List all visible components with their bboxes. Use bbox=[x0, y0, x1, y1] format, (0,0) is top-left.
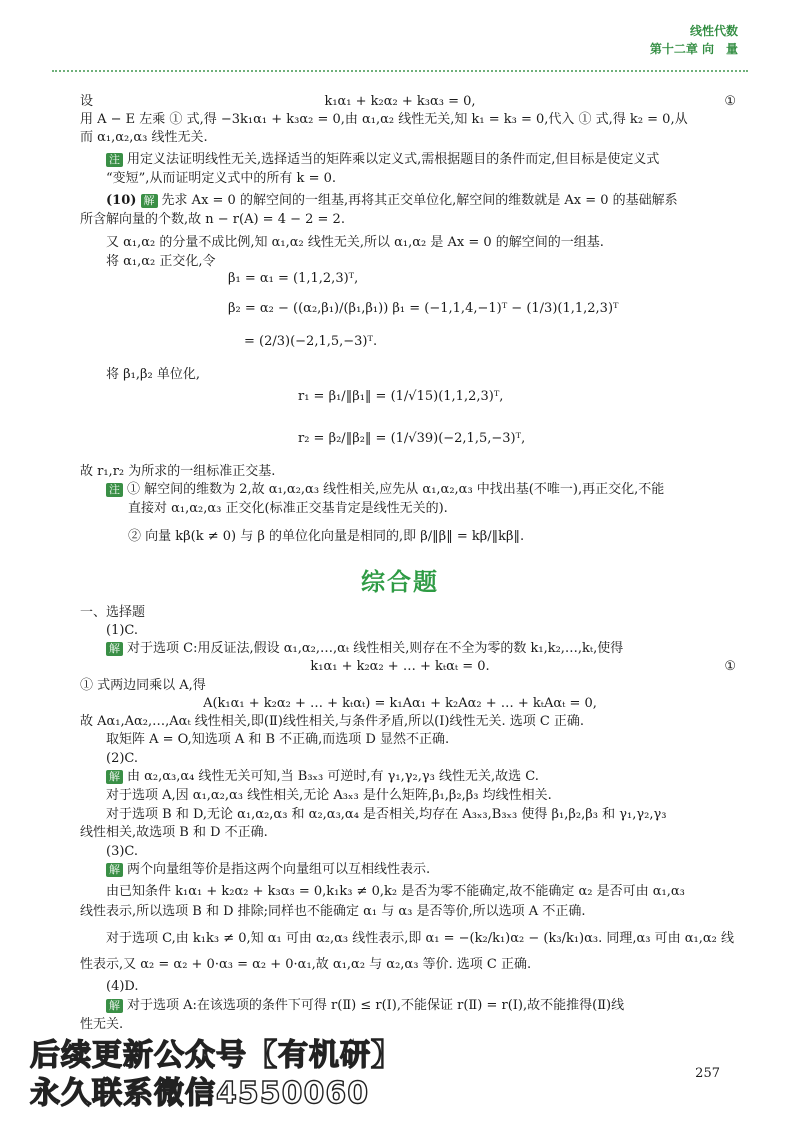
text-line: 对于选项 C,由 k₁k₃ ≠ 0,知 α₁ 可由 α₂,α₃ 线性表示,即 α₁ = −(k₂/k₁)α₂ − (k₃/k₁)α₃. 同理,α₃ 可由 α₁,α₂ 线 bbox=[106, 931, 734, 946]
question-number: (4)D. bbox=[106, 979, 139, 994]
text-line: 用 A − E 左乘 ① 式,得 −3k₁α₁ + k₃α₂ = 0,由 α₁,α₂ 线性无关,知 k₁ = k₃ = 0,代入 ① 式,得 k₂ = 0,从 bbox=[80, 112, 688, 127]
note-line: 注 ① 解空间的维数为 2,故 α₁,α₂,α₃ 线性相关,应先从 α₁,α₂,α₃ 中找出基(不唯一),再正交化,不能 bbox=[106, 481, 664, 499]
equation-number: ① bbox=[724, 94, 736, 109]
text-line: 故 Aα₁,Aα₂,…,Aαₜ 线性相关,即(Ⅱ)线性相关,与条件矛盾,所以(Ⅰ)线性无关. 选项 C 正确. bbox=[80, 714, 585, 729]
note-tag: 注 bbox=[106, 483, 123, 497]
text-line: 解 对于选项 C:用反证法,假设 α₁,α₂,…,αₜ 线性相关,则存在不全为零的数 k₁,k₂,…,kₜ,使得 bbox=[106, 640, 623, 658]
section-title: 综合题 bbox=[361, 568, 439, 596]
header-book-title: 线性代数 bbox=[689, 24, 738, 38]
text-line: 对于选项 B 和 D,无论 α₁,α₂,α₃ 和 α₂,α₃,α₄ 是否相关,均存在 A₃ₓ₃,B₃ₓ₃ 使得 β₁,β₂,β₃ 和 γ₁,γ₂,γ₃ bbox=[106, 807, 667, 822]
text-line: 性无关. bbox=[80, 1017, 124, 1032]
equation-line: r₁ = β₁/‖β₁‖ = (1/√15)(1,1,2,3)ᵀ, bbox=[298, 389, 504, 404]
question-number: (3)C. bbox=[106, 844, 139, 859]
page-number: 257 bbox=[695, 1066, 720, 1081]
question-number: (2)C. bbox=[106, 751, 139, 766]
text-line: 解 由 α₂,α₃,α₄ 线性无关可知,当 B₃ₓ₃ 可逆时,有 γ₁,γ₂,γ₃ 线性无关,故选 C. bbox=[106, 768, 539, 786]
text-line: 而 α₁,α₂,α₃ 线性无关. bbox=[80, 130, 208, 145]
text-line: 对于选项 A,因 α₁,α₂,α₃ 线性相关,无论 A₃ₓ₃ 是什么矩阵,β₁,β₂,β₃ 均线性相关. bbox=[106, 788, 552, 803]
note-line: ② 向量 kβ(k ≠ 0) 与 β 的单位化向量是相同的,即 β/‖β‖ = kβ/‖kβ‖. bbox=[128, 529, 525, 544]
text-line: 由已知条件 k₁α₁ + k₂α₂ + k₃α₃ = 0,k₁k₃ ≠ 0,k₂ 是否为零不能确定,故不能确定 α₂ 是否可由 α₁,α₃ bbox=[106, 884, 685, 899]
header-dotted-rule bbox=[52, 70, 748, 72]
note-line: “变短”,从而证明定义式中的所有 k = 0. bbox=[106, 171, 336, 186]
header-chapter-title: 第十二章 向 量 bbox=[649, 42, 738, 56]
text-line: (10) 解 先求 Ax = 0 的解空间的一组基,再将其正交单位化,解空间的维数就是 Ax = 0 的基础解系 bbox=[106, 193, 678, 208]
text-line: 故 r₁,r₂ 为所求的一组标准正交基. bbox=[80, 464, 276, 479]
watermark-line-2: 永久联系微信4550060 bbox=[30, 1076, 370, 1111]
note-line: 直接对 α₁,α₂,α₃ 正交化(标准正交基肯定是线性无关的). bbox=[128, 501, 448, 516]
note-line: 注 用定义法证明线性无关,选择适当的矩阵乘以定义式,需根据题目的条件而定,但目标是使定义式 bbox=[106, 151, 659, 169]
text-line: 解 两个向量组等价是指这两个向量组可以互相线性表示. bbox=[106, 861, 430, 879]
text-line: 解 对于选项 A:在该选项的条件下可得 r(Ⅱ) ≤ r(Ⅰ),不能保证 r(Ⅱ) = r(Ⅰ),故不能推得(Ⅱ)线 bbox=[106, 997, 624, 1015]
text-line: 将 β₁,β₂ 单位化, bbox=[106, 367, 200, 382]
text-line: 设 bbox=[80, 94, 94, 109]
equation-line: k₁α₁ + k₂α₂ + … + kₜαₜ = 0. bbox=[310, 659, 490, 674]
question-number: (1)C. bbox=[106, 623, 139, 638]
text-line: 线性相关,故选项 B 和 D 不正确. bbox=[80, 825, 268, 840]
text-line: 取矩阵 A = O,知选项 A 和 B 不正确,而选项 D 显然不正确. bbox=[106, 732, 450, 747]
text-line: ① 式两边同乘以 A,得 bbox=[80, 678, 206, 693]
equation-number: ① bbox=[724, 659, 736, 674]
solution-tag: 解 bbox=[106, 863, 123, 877]
equation-line: β₁ = α₁ = (1,1,2,3)ᵀ, bbox=[228, 271, 359, 286]
running-header bbox=[650, 22, 738, 58]
note-tag: 注 bbox=[106, 153, 123, 167]
watermark-line-1: 后续更新公众号【有机研】 bbox=[30, 1038, 402, 1073]
equation-line: A(k₁α₁ + k₂α₂ + … + kₜαₜ) = k₁Aα₁ + k₂Aα₂ + … + kₜAαₜ = 0, bbox=[203, 696, 597, 711]
text-line: 又 α₁,α₂ 的分量不成比例,知 α₁,α₂ 线性无关,所以 α₁,α₂ 是 Ax = 0 的解空间的一组基. bbox=[106, 235, 604, 250]
text-line: 将 α₁,α₂ 正交化,令 bbox=[106, 254, 216, 269]
solution-tag: 解 bbox=[106, 999, 123, 1013]
equation-line: r₂ = β₂/‖β₂‖ = (1/√39)(−2,1,5,−3)ᵀ, bbox=[298, 431, 526, 446]
equation-line: β₂ = α₂ − ((α₂,β₁)/(β₁,β₁)) β₁ = (−1,1,4,−1)ᵀ − (1/3)(1,1,2,3)ᵀ bbox=[228, 301, 619, 316]
subsection-heading: 一、选择题 bbox=[80, 605, 146, 620]
text-line: 性表示,又 α₂ = α₂ + 0·α₃ = α₂ + 0·α₁,故 α₁,α₂ 与 α₂,α₃ 等价. 选项 C 正确. bbox=[80, 957, 532, 972]
solution-tag: 解 bbox=[106, 642, 123, 656]
text-line: 所含解向量的个数,故 n − r(A) = 4 − 2 = 2. bbox=[80, 212, 345, 227]
solution-tag: 解 bbox=[106, 770, 123, 784]
text-line: 线性表示,所以选项 B 和 D 排除;同样也不能确定 α₁ 与 α₃ 是否等价,所以选项 A 不正确. bbox=[80, 904, 586, 919]
solution-tag: 解 bbox=[141, 194, 158, 208]
equation-1: k₁α₁ + k₂α₂ + k₃α₃ = 0, bbox=[324, 94, 476, 109]
equation-line: = (2/3)(−2,1,5,−3)ᵀ. bbox=[244, 334, 378, 349]
